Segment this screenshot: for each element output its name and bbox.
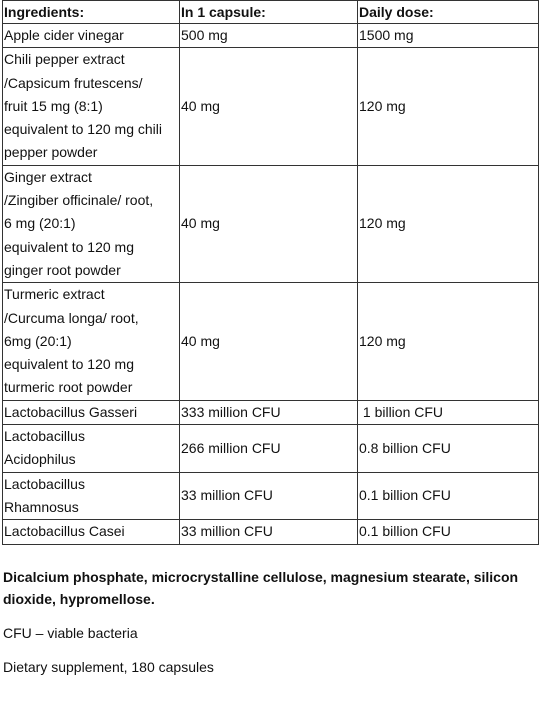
capsule-amount: 40 mg xyxy=(180,283,358,400)
daily-amount: 0.8 billion CFU xyxy=(358,425,539,473)
daily-amount xyxy=(358,400,539,424)
capsule-amount: 40 mg xyxy=(180,48,358,165)
capsule-amount: 333 million CFU xyxy=(180,400,358,424)
ingredient-cell xyxy=(3,520,180,544)
supplement-note: Dietary supplement, 180 capsules xyxy=(3,658,214,675)
table-row xyxy=(3,165,539,282)
capsule-amount: 33 million CFU xyxy=(180,472,358,520)
table-row xyxy=(3,48,539,165)
table-row xyxy=(3,425,539,473)
table-row xyxy=(3,24,539,48)
capsule-amount: 266 million CFU xyxy=(180,425,358,473)
daily-amount: 120 mg xyxy=(358,48,539,165)
capsule-amount: 40 mg xyxy=(180,165,358,282)
ingredient-cell xyxy=(3,472,180,520)
header-daily-dose: Daily dose: xyxy=(358,1,539,24)
daily-amount: 120 mg xyxy=(358,283,539,400)
header-ingredients: Ingredients: xyxy=(3,1,180,24)
ingredient-name: Lactobacillus Acidophilus xyxy=(4,428,85,468)
daily-amount: 120 mg xyxy=(358,165,539,282)
ingredient-cell xyxy=(3,24,180,48)
table-header-row xyxy=(3,1,539,24)
ingredient-name: Ginger extract /Zingiber officinale/ root, 6 mg (20:1) equivalent to 120 mg ginger root powder xyxy=(4,168,154,278)
ingredient-cell xyxy=(3,283,180,400)
daily-amount: 1500 mg xyxy=(358,24,539,48)
cfu-note: CFU – viable bacteria xyxy=(3,624,138,641)
table-row xyxy=(3,520,539,544)
ingredient-name: Lactobacillus Casei xyxy=(4,523,125,540)
ingredient-name: Turmeric extract /Curcuma longa/ root, 6mg (20:1) equivalent to 120 mg turmeric root powder xyxy=(4,286,139,396)
ingredient-cell xyxy=(3,48,180,165)
ingredient-cell xyxy=(3,425,180,473)
ingredient-name: Chili pepper extract /Capsicum frutescens/ fruit 15 mg (8:1) equivalent to 120 mg chili pepper powder xyxy=(4,51,162,161)
daily-amount: 0.1 billion CFU xyxy=(358,472,539,520)
composition-text: Dicalcium phosphate, microcrystalline cellulose, magnesium stearate, silicon dioxide, hypromellose. xyxy=(3,568,519,607)
ingredient-cell xyxy=(3,400,180,424)
daily-amount-text: 1 billion CFU xyxy=(359,403,444,420)
table-row xyxy=(3,283,539,400)
ingredients-table xyxy=(2,0,539,545)
daily-amount: 0.1 billion CFU xyxy=(358,520,539,544)
table-row xyxy=(3,472,539,520)
ingredient-cell xyxy=(3,165,180,282)
capsule-amount: 500 mg xyxy=(180,24,358,48)
ingredient-name: Lactobacillus Gasseri xyxy=(4,403,138,420)
header-in-1-capsule: In 1 capsule: xyxy=(180,1,358,24)
table-row xyxy=(3,400,539,424)
ingredient-name: Apple cider vinegar xyxy=(4,27,124,43)
ingredient-name: Lactobacillus Rhamnosus xyxy=(4,475,85,515)
capsule-amount: 33 million CFU xyxy=(180,520,358,544)
